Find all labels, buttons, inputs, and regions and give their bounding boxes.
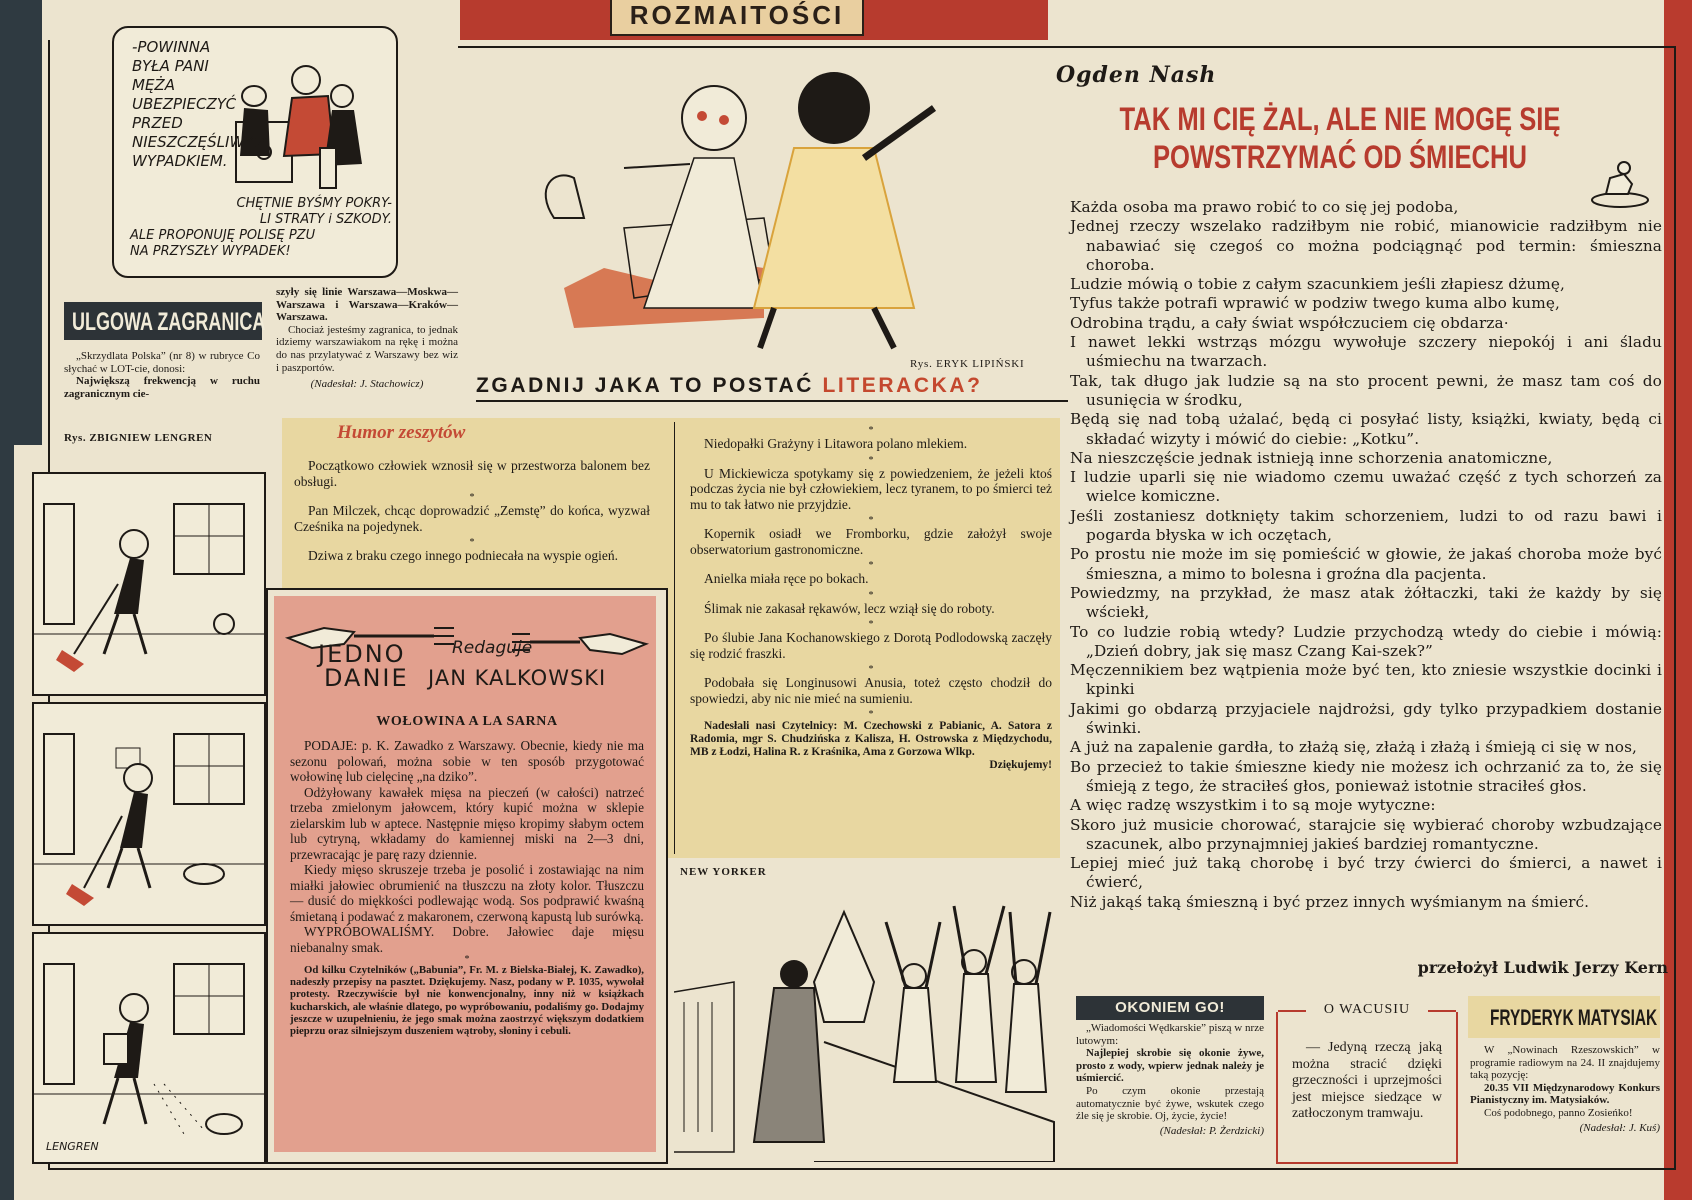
poem-line: Męczennikiem bez wątpienia może być ten, kto zniesie wszystkie docinki i kpinki [1070,661,1662,699]
recipe-text [290,738,644,1037]
recipe-header-author: JAN KALKOWSKI [428,666,607,690]
poem-body [1070,198,1662,912]
recipe-header-sub: Redaguje [452,638,533,658]
okoniem-paragraph: „Wiadomości Wędkarskie” piszą w nrze lutowym: [1076,1022,1264,1047]
separator-star: * [868,560,874,571]
dancing-couple-drawing [534,68,1034,358]
shop-robbery-drawing [674,892,1062,1162]
fryderyk-title-box [1468,996,1660,1038]
literacka-title-part1: ZGADNIJ JAKA TO POSTAĆ [476,374,815,397]
caption-line: LI STRATY i SZKODY. [259,212,392,227]
insurance-caption-top [132,38,266,171]
humor-column-2 [690,426,1052,772]
okoniem-text [1076,1022,1264,1137]
lengren-signature: LENGREN [46,1140,99,1153]
poem-line: Jeśli zostaniesz dotknięty takim schorzeniem, ludzi to od razu bawi i pogarda błyska w ich oczętach, [1070,506,1662,545]
humor-item: Pan Milczek, chcąc doprowadzić „Zemstę” do końca, wyzwał Cześnika na pojedynek. [294,503,650,534]
recipe-title: WOŁOWINA A LA SARNA [376,714,558,729]
left-edge-strip [0,0,42,445]
okoniem-paragraph: Najlepiej skrobie się okonie żywe, prosto z wody, wpierw jednak należy je uśmiercić. [1076,1047,1264,1085]
poem-line: Ludzie mówią o tobie z całym szacunkiem jeśli złapiesz dżumę, [1070,275,1566,294]
separator-star: * [868,515,874,526]
recipe-header-line1: JEDNO [318,640,406,668]
poem-line: Jednej rzeczy wszelako radziłbym nie robić, mianowicie radziłbym nie nabawiać się czegoś co można podciągnąć pod termin: śmieszna choroba. [1070,217,1662,274]
caption-line: NIESZCZĘŚLIWYM [132,133,267,151]
ulgowa-title: ULGOWA ZAGRANICA [72,308,266,336]
poem-line: A już na zapalenie gardła, to złażą się, złażą i złażą i śmieją ci się w nos, [1070,738,1637,757]
humor-item: Anielka miała ręce po bokach. [704,571,869,586]
sweeping-man-drawing [34,934,264,1162]
caption-line: MĘŻA [132,76,175,94]
okoniem-title-box [1076,996,1264,1020]
humor-item: Podobała się Longinusowi Anusia, toteż często chodził do spowiedzi, aby nic nie mieć na sumieniu. [690,675,1052,706]
recipe-paragraph: PODAJE: p. K. Zawadko z Warszawy. Obecnie, kiedy nie ma sezonu polowań, można sobie w ten sposób przygotować wołowinę lub cielęcinę „na dziko”. [290,738,644,784]
separator-star: * [868,589,874,601]
separator-star: * [469,537,475,548]
caption-line: CHĘTNIE BYŚMY POKRY- [236,196,392,211]
fryderyk-title: FRYDERYK MATYSIAK [1490,1005,1658,1030]
okoniem-paragraph: Po czym okonie przestają automatycznie być żywe, wskutek czego źle się je skrobie. Oj, życie, życie! [1076,1084,1264,1123]
poem-line: Po prostu nie może im się pomieścić w głowie, że jakaś choroba może być śmieszna, a mimo to bolesna i groźna dla pacjenta. [1070,545,1662,583]
humor-item: Po ślubie Jana Kochanowskiego z Dorotą Podlodowską zaczęły się rodzić fraszki. [690,630,1052,661]
frame-right-line [1674,46,1676,1170]
separator-star: * [868,454,874,466]
separator-star: * [469,492,475,503]
frame-bottom-line [48,1168,1674,1170]
poem-line: Odrobina trądu, a cały świat współczuciem cię obdarza· [1070,313,1509,332]
wacusiu-box [1276,1002,1458,1164]
fryderyk-text [1470,1044,1660,1134]
header-bar [460,0,1048,40]
magazine-page [14,0,1668,1200]
humor-item: Początkowo człowiek wznosił się w przestworza balonem bez obsługi. [294,458,650,489]
poem-line: Powiedzmy, na przykład, że masz atak żółtaczki, taki że każdy by się wściekł, [1070,583,1662,622]
ulgowa-paragraph: „Skrzydlata Polska” (nr 8) w rubryce Co słychać w LOT-cie, donosi: [64,350,260,375]
humor-senders: Nadesłali nasi Czytelnicy: M. Czechowski z Pabianic, A. Satora z Radomia, mgr S. Chudzińska z Kalisza, H. Ostrowska z Międzychodu, MB z Łodzi, Halina R. z Kraśnika, Ama z Gorzowa Wlkp. [690,720,1052,758]
poem-title-wrap [1056,100,1624,176]
humor-title: Humor zeszytów [337,422,466,443]
lengren-panel-3 [32,932,266,1164]
lengren-panel-1 [32,472,266,696]
humor-thanks: Dziękujemy! [989,759,1052,771]
ulgowa-paragraph: szyły się linie Warszawa—Moskwa—Warszawa i Warszawa—Kraków—Warszawa. [276,286,458,324]
poem-line: Jakimi go obdarzą przyjaciele najdrożsi, gdy tylko przypadkiem dostanie świnki. [1070,699,1662,738]
poem-title: TAK MI CIĘ ŻAL, ALE NIE MOGĘ SIĘ POWSTRZYMAĆ OD ŚMIECHU [1119,101,1561,175]
humor-item: Kopernik osiadł we Fromborku, gdzie założył swoje obserwatorium gastronomiczne. [690,526,1052,557]
humor-item: Ślimak nie zakasał rękawów, lecz wziął się do roboty. [704,600,995,616]
insurance-cartoon [112,26,398,278]
separator-star: * [868,619,874,630]
frame-top-line [458,46,1676,48]
poem-line: A więc radzę wszystkim i to są moje wytyczne: [1070,796,1436,815]
humor-item: Dziwa z braku czego innego podniecała na wyspie ogień. [308,548,619,563]
poem-line: Lepiej mieć już taką chorobę i być trzy ćwierci do śmierci, a nawet i ćwierć, [1070,854,1662,892]
poem-line: To co ludzie robią wtedy? Ludzie przychodzą wtedy do ciebie i mówią: „Dzień dobry, jak się masz Czang Kai-szek?” [1070,622,1662,660]
ulgowa-column-1 [64,350,260,400]
poem-line: Tyfus także potrafi wprawić w podziw twego kuma albo kumę, [1070,294,1560,313]
humor-item: U Mickiewicza spotykamy się z powiedzeniem, że jeżeli ktoś podczas życia nie był człowiekiem, lecz tyranem, to po śmierci też mu to tak łatwo nie przyjdzie. [690,465,1052,512]
humor-column-1 [294,458,650,569]
new-yorker-credit: NEW YORKER [680,866,767,878]
humor-item: Niedopałki Grażyny i Litawora polano mlekiem. [704,436,968,451]
okoniem-title: OKONIEM GO! [1115,999,1225,1016]
ulgowa-column-2 [276,286,458,391]
recipe-note: Od kilku Czytelników („Babunia”, Fr. M. z Bielska-Białej, K. Zawadko), nadeszły przepisy na pasztet. Dziękujemy. Nasz, podany w P. 1035, wywołał protesty. Rzeczywiście był nie konwencjonalny, inny niż w książkach kucharskich, ale właśnie dlatego, po wypróbowaniu, podaliśmy go. Dodajmy jeszcze w uzupełnieniu, że jego smak można zaostrzyć większym dodatkiem pieprzu oraz silniejszym duszeniem wątroby, słoniny i cebuli. [290,964,644,1038]
new-yorker-cartoon [674,892,1062,1162]
sweeping-man-drawing [34,474,264,694]
lengren-panel-2 [32,702,266,926]
caption-line: PRZED [132,114,183,132]
section-title: ROZMAITOŚCI [610,0,864,36]
literacka-cartoon [534,68,1034,358]
poem-line: Skoro już musicie chorować, starajcie się wybierać choroby wzbudzające szacunek, albo przynajmniej jakieś bardziej romantyczne. [1070,815,1662,853]
caption-line: ALE PROPONUJĘ POLISĘ PZU [130,228,316,243]
ulgowa-paragraph: Chociaż jesteśmy zagranica, to jednak idziemy warszawiakom na rękę i można do nas przylatywać z Warszawy bez wiz i paszportów. [276,323,458,374]
separator-star: * [464,954,470,965]
poem-line: Na nieszczęście jednak istnieją inne schorzenia anatomiczne, [1070,448,1553,467]
poem-author: Ogden Nash [1056,62,1217,88]
ulgowa-credit: (Nadesłał: J. Stachowicz) [310,378,424,391]
caption-line: BYŁA PANI [132,57,209,75]
lipinski-credit: Rys. ERYK LIPIŃSKI [910,358,1025,370]
literacka-title-part2: LITERACKA? [822,374,983,397]
separator-star: * [868,425,874,436]
literacka-title [476,374,1068,402]
separator-star: * [868,709,874,720]
recipe-paragraph: Odżyłowany kawałek mięsa na pieczeń (w całości) natrzeć trzeba zmielonym jałowcem, który kupić można w sklepie zielarskim lub w aptece. Następnie mięso kropimy słabym octem lub cytryną, wkładamy do kamiennej miski na 2—3 dni, przewracając je parę razy dziennie. [290,784,644,862]
poem-line: Bo przecież to takie śmieszne kiedy nie możesz ich ochrzanić za to, że się śmieją z tego, że straciłeś głos, ponieważ istotnie straciłeś głos. [1070,757,1662,795]
caption-line: NA PRZYSZŁY WYPADEK! [130,244,291,259]
recipe-paragraph: Kiedy mięso skruszeje trzeba je posolić i zostawiając na nim miałki jałowiec obrumienić na tłuszczu na złoty kolor. Tłuszczu — dusić do miękkości podlewając wodą. Sos podprawić kwaśną śmietaną i podawać z makaronem, czerwoną kapustą lub surówką. [290,862,644,924]
recipe-header-line2: DANIE [324,664,409,692]
fryderyk-paragraph: Coś podobnego, panno Zosieńko! [1484,1106,1633,1119]
recipe-box [266,588,668,1164]
fryderyk-credit: (Nadesłał: J. Kuś) [1579,1121,1660,1134]
poem-line: Tak, tak długo jak ludzie są na sto procent pewni, że masz tam coś do usunięcia w środku, [1070,371,1662,409]
caption-line: -POWINNA [132,38,211,56]
lengren-credit: Rys. ZBIGNIEW LENGREN [64,432,213,444]
poem-translator: przełożył Ludwik Jerzy Kern [1417,958,1668,977]
wacusiu-title: O WACUSIU [1323,1002,1411,1017]
poem-line: Każda osoba ma prawo robić to co się jej podoba, [1070,198,1459,216]
fryderyk-paragraph: 20.35 VII Międzynarodowy Konkurs Pianistyczny im. Matysiaków. [1470,1081,1660,1107]
fryderyk-paragraph: W „Nowinach Rzeszowskich” w programie radiowym na 24. II znajdujemy taką pozycję: [1470,1044,1660,1082]
ulgowa-title-box [64,302,266,340]
poem-line: Niż jakąś taką śmieszną i być przez innych wyśmianym na śmierć. [1070,892,1590,911]
poem-line: I nawet lekki wstrząs mózgu wywołuje szczery niepokój i ani śladu uśmiechu na twarzach. [1070,333,1662,371]
poem-line: Będą się nad tobą użalać, będą ci posyłać listy, książki, kwiaty, będą ci składać wizyty i mówić do ciebie: „Kotku”. [1070,410,1662,448]
wacusiu-text: — Jedyną rzeczą jaką można stracić dzięki grzeczności i uprzejmości jest miejsce siedzące w zatłoczonym tramwaju. [1292,1040,1442,1121]
poem-line: I ludzie uparli się nie wiadomo czemu uważać część z tych schorzeń za wielce komiczne. [1070,468,1662,506]
okoniem-credit: (Nadesłał: P. Żerdzicki) [1159,1124,1264,1137]
humor-divider [674,422,675,854]
recipe-paragraph: WYPRÓBOWALIŚMY. Dobre. Jałowiec daje mięsu niebanalny smak. [290,924,644,955]
separator-star: * [868,664,874,675]
right-edge-strip [1664,0,1692,1200]
ulgowa-paragraph: Największą frekwencją w ruchu zagranicznym cie- [64,375,260,400]
caption-line: UBEZPIECZYĆ [132,95,237,113]
caption-line: WYPADKIEM. [132,152,228,170]
insurance-caption-bottom [130,196,392,260]
sweeping-man-drawing [34,704,264,924]
